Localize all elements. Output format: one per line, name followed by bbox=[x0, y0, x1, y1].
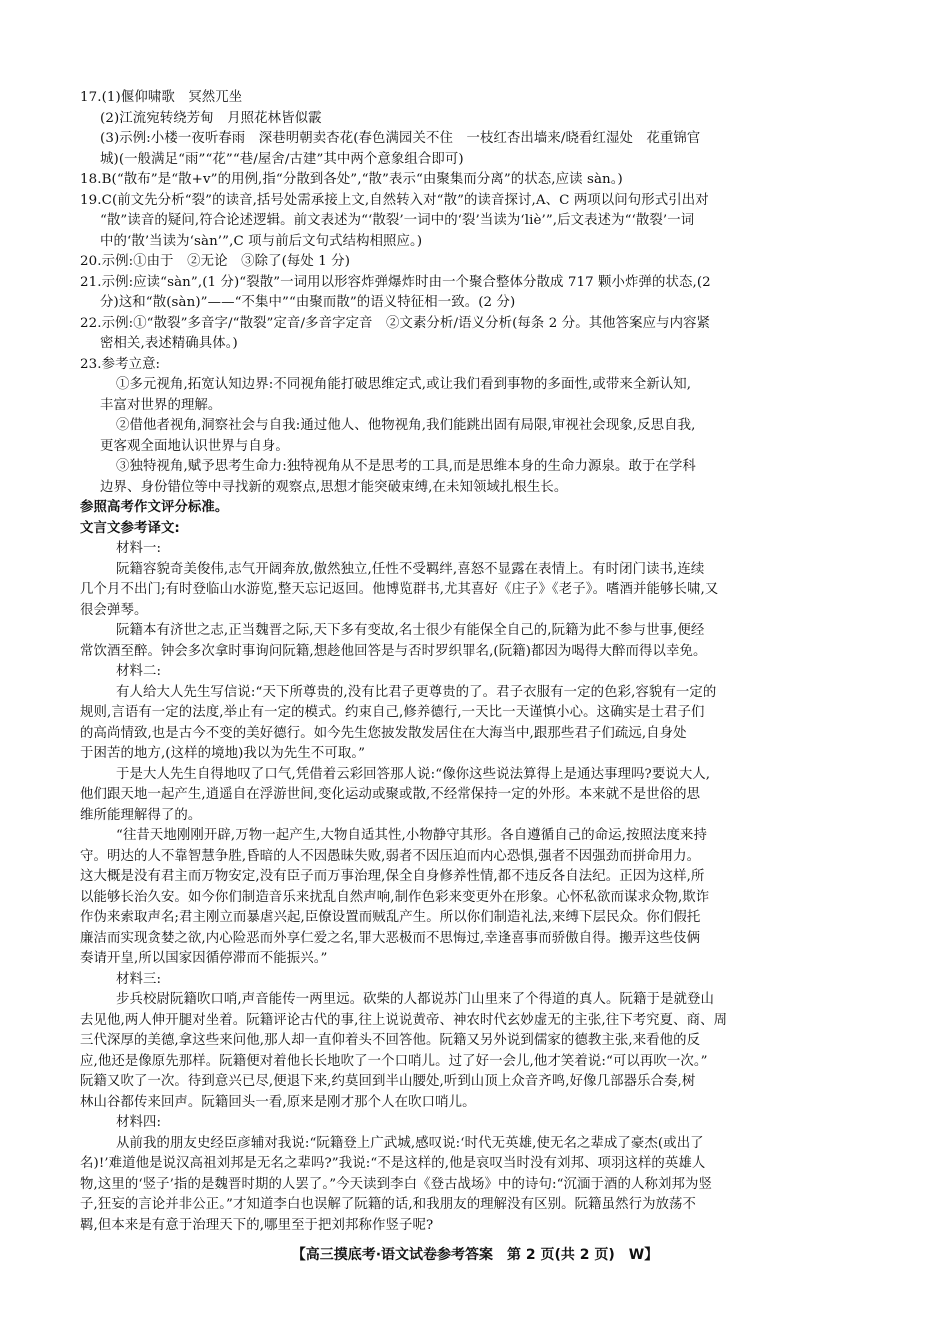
q19-line-1: 19.C(前文先分析“裂”的读音,括号处需承接上文,自然转入对“散”的读音探讨,A、C 两项以问句形式引出对 bbox=[80, 192, 709, 208]
q23-point-3: ③独特视角,赋予思考生命力:独特视角从不是思考的工具,而是思维本身的生命力源泉。敢于在学科 bbox=[116, 459, 696, 474]
q22-line-2: 密相关,表述精确具体。) bbox=[100, 336, 238, 351]
material-4-line: 物,这里的‘竖子’指的是魏晋时期的人罢了。”今天读到李白《登古战场》中的诗句:“沉湎于酒的人称刘邦为竖 bbox=[80, 1176, 712, 1192]
q23-point-1-cont: 丰富对世界的理解。 bbox=[100, 397, 222, 413]
material-1-line: 常饮酒至醉。钟会多次拿时事询问阮籍,想趁他回答是与否时罗织罪名,(阮籍)都因为喝得大醉而得以幸免。 bbox=[80, 643, 707, 659]
material-2-line: 于困苦的地方,(这样的境地)我以为先生不可取。” bbox=[80, 746, 366, 761]
scoring-standard-title: 参照高考作文评分标准。 bbox=[80, 500, 229, 515]
material-2-line: 维所能理解得了的。 bbox=[80, 807, 202, 823]
material-2-line: 以能够长治久安。如今你们制造音乐来扰乱自然声响,制作色彩来变更外在形象。心怀私欲而谋求众物,欺诈 bbox=[80, 889, 710, 905]
q23-point-2-cont: 更客观全面地认识世界与自身。 bbox=[100, 438, 289, 454]
material-2-title: 材料二: bbox=[116, 664, 162, 679]
material-4-line: 子,狂妄的言论并非公正。”才知道李白也误解了阮籍的话,和我朋友的理解没有区别。阮籍虽然行为放荡不 bbox=[80, 1197, 697, 1212]
page-footer: 【高三摸底考·语文试卷参考答案 第 2 页(共 2 页) W】 bbox=[291, 1247, 659, 1263]
material-3-line: 三代深厚的美德,拿这些来问他,那人却一直仰着头不回答他。阮籍又另外说到儒家的德教主张,来看他的反 bbox=[80, 1033, 701, 1048]
material-2-line: 规则,言语有一定的法度,举止有一定的模式。约束自己,修养德行,一天比一天谨慎小心。这确实是士君子们 bbox=[80, 705, 705, 720]
q23-point-1: ①多元视角,拓宽认知边界:不同视角能打破思维定式,或让我们看到事物的多面性,或带来全新认知, bbox=[116, 377, 692, 392]
material-3-title: 材料三: bbox=[116, 971, 162, 987]
q21-line-2: 分)这和“散(sàn)”——“不集中”“由聚而散”的语义特征相一致。(2 分) bbox=[100, 295, 516, 310]
material-1-line: 几个月不出门;有时登临山水游览,整天忘记返回。他博览群书,尤其喜好《庄子》《老子》。嗜酒并能够长啸,又 bbox=[80, 582, 719, 597]
q23-point-3-cont: 边界、身份错位等中寻找新的观察点,思想才能突破束缚,在未知领域扎根生长。 bbox=[100, 479, 568, 495]
material-3-line: 林山谷都传来回声。阮籍回头一看,原来是刚才那个人在吹口哨儿。 bbox=[80, 1094, 476, 1110]
material-3-line: 应,他还是像原先那样。阮籍便对着他长长地吹了一个口哨儿。过了好一会儿,他才笑着说:“可以再吹一次。” bbox=[80, 1053, 708, 1069]
material-3-line: 去见他,两人伸开腿对坐着。阮籍评论古代的事,往上说说黄帝、神农时代玄妙虚无的主张,往下考究夏、商、周 bbox=[80, 1012, 728, 1028]
q22-line-1: 22.示例:①“散裂”多音字/“散裂”定音/多音字定音 ②文素分析/语义分析(每条 2 分。其他答案应与内容紧 bbox=[80, 315, 711, 331]
material-2-line: 廉洁而实现贪婪之欲,内心险恶而外享仁爱之名,罪大恶极而不思悔过,幸逢喜事而骄傲自得。搬弄这些伎俩 bbox=[80, 930, 701, 946]
material-2-line: 的高尚情致,也是古今不变的美好德行。如今先生您披发散发居住在大海当中,跟那些君子们疏远,自身处 bbox=[80, 725, 687, 741]
material-3-line: 阮籍又吹了一次。待到意兴已尽,便退下来,约莫回到半山腰处,听到山顶上众音齐鸣,好像几部器乐合奏,树 bbox=[80, 1074, 696, 1089]
material-2-line: 作伪来索取声名;君主刚立而暴虐兴起,臣僚设置而贼乱产生。所以你们制造礼法,来缚下层民众。你们假托 bbox=[80, 910, 701, 925]
q18-line: 18.B(“散布”是“散+v”的用例,指“分散到各处”,“散”表示“由聚集而分离”的状态,应读 sàn。) bbox=[80, 172, 623, 187]
answer-page bbox=[80, 88, 870, 1236]
material-4-line: 名)!’难道他是说汉高祖刘邦是无名之辈吗?”我说:“不是这样的,他是哀叹当时没有刘邦、项羽这样的英雄人 bbox=[80, 1156, 706, 1171]
material-1-line: 很会弹琴。 bbox=[80, 602, 148, 618]
q19-line-2: “散”读音的疑问,符合论述逻辑。前文表述为“‘散裂’一词中的‘裂’当读为‘liè’”,后文表述为“‘散裂’一词 bbox=[100, 213, 695, 228]
q23-point-2: ②借他者视角,洞察社会与自我:通过他人、他物视角,我们能跳出固有局限,审视社会现象,反思自我, bbox=[116, 418, 696, 433]
material-2-line: 有人给大人先生写信说:“天下所尊贵的,没有比君子更尊贵的了。君子衣服有一定的色彩,容貌有一定的 bbox=[116, 684, 717, 700]
material-2-line: 奏请开皇,所以国家因循停滞而不能振兴。” bbox=[80, 951, 328, 966]
material-3-line: 步兵校尉阮籍吹口哨,声音能传一两里远。砍柴的人都说苏门山里来了个得道的真人。阮籍于是就登山 bbox=[116, 992, 714, 1007]
q17-line-3: (3)示例:小楼一夜听春雨 深巷明朝卖杏花(春色满园关不住 一枝红杏出墙来/晓看红湿处 花重锦官 bbox=[100, 131, 701, 146]
material-2-line: 于是大人先生自得地叹了口气,凭借着云彩回答那人说:“像你这些说法算得上是通达事理吗?要说大人, bbox=[116, 766, 711, 782]
material-2-line: 守。明达的人不靠智慧争胜,昏暗的人不因愚昧失败,弱者不因压迫而内心恐惧,强者不因强劲而拼命用力。 bbox=[80, 848, 701, 864]
q20-line: 20.示例:①由于 ②无论 ③除了(每处 1 分) bbox=[80, 254, 351, 269]
material-1-line: 阮籍本有济世之志,正当魏晋之际,天下多有变故,名士很少有能保全自己的,阮籍为此不参与世事,便经 bbox=[116, 623, 705, 638]
material-2-line: 他们跟天地一起产生,逍遥自在浮游世间,变化运动或聚或散,不经常保持一定的外形。本来就不是世俗的思 bbox=[80, 787, 701, 802]
translation-title: 文言文参考译文: bbox=[80, 520, 180, 536]
q17-line-2: (2)江流宛转绕芳甸 月照花林皆似霰 bbox=[100, 110, 322, 126]
material-4-line: 从前我的朋友史经臣彦辅对我说:“阮籍登上广武城,感叹说:‘时代无英雄,使无名之辈成了豪杰(或出了 bbox=[116, 1135, 704, 1151]
material-4-title: 材料四: bbox=[116, 1115, 162, 1130]
q19-line-3: 中的‘散’当读为‘sàn’”,C 项与前后文句式结构相照应。) bbox=[100, 233, 423, 249]
q17-line-4: 城)(一般满足“雨”“花”“巷/屋舍/古建”其中两个意象组合即可) bbox=[100, 151, 464, 167]
q17-line-1: 17.(1)偃仰啸歌 冥然兀坐 bbox=[80, 90, 243, 105]
material-4-line: 羁,但本来是有意于治理天下的,哪里至于把刘邦称作竖子呢? bbox=[80, 1217, 434, 1233]
material-2-line: 这大概是没有君主而万物安定,没有臣子而万事治理,保全自身修养性情,都不违反各自法纪。正因为这样,所 bbox=[80, 869, 705, 884]
q21-line-1: 21.示例:应读“sàn”,(1 分)“裂散”一词用以形容炸弹爆炸时由一个聚合整体分散成 717 颗小炸弹的状态,(2 bbox=[80, 274, 711, 290]
material-1-title: 材料一: bbox=[116, 541, 162, 556]
material-1-line: 阮籍容貌奇美俊伟,志气开阔奔放,傲然独立,任性不受羁绊,喜怒不显露在表情上。有时闭门读书,连续 bbox=[116, 561, 705, 577]
material-2-line: “往昔天地刚刚开辟,万物一起产生,大物自适其性,小物静守其形。各自遵循自己的命运,按照法度来持 bbox=[116, 828, 707, 843]
q23-heading: 23.参考立意: bbox=[80, 356, 161, 372]
